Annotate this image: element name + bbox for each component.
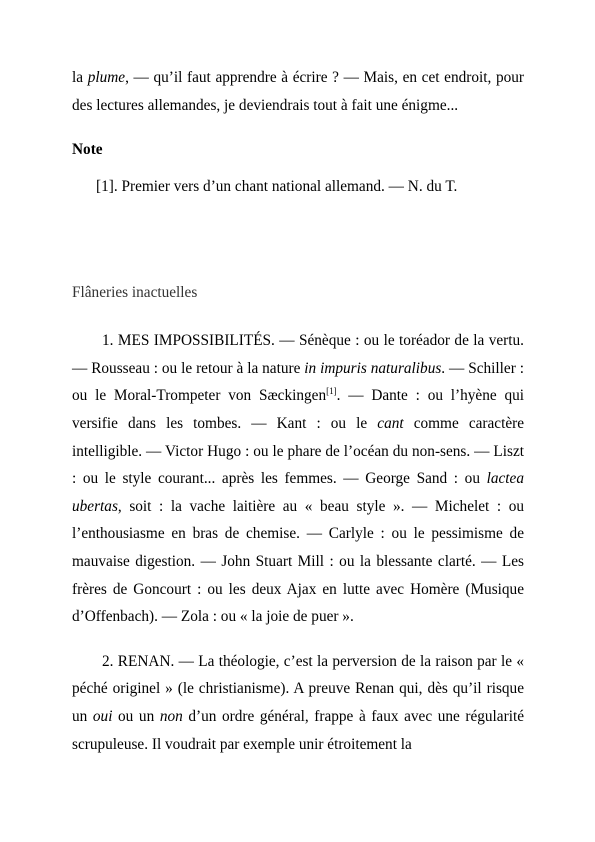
footnote-entry: [1]. Premier vers d’un chant national allemand. — N. du T. — [96, 178, 458, 196]
document-page — [72, 64, 524, 758]
footnote-reference-link[interactable]: [1] — [326, 386, 337, 397]
text-span: la — [72, 69, 88, 86]
text-span: 2. RENAN. — La théologie, c’est la perversion de la raison par le « péché originel » (le christianisme). A preuve Renan qui, dès qu’il risque un — [72, 652, 524, 725]
text-span: , soit : la vache laitière au « beau style ». — Michelet : ou l’enthousiasme en bras de chemise. — Carlyle : ou le pessimisme de mauvaise digestion. — John Stuart Mill : ou la blessante clarté. — Les frères de Goncourt : ou les deux Ajax en lutte avec Homère (Musique d’Offenbach). — Zola : ou « la joie de puer ». — [72, 497, 524, 626]
text-span: d’un ordre général, frappe à faux avec une régularité scrupuleuse. Il voudrait par exemple unir étroitement la — [72, 707, 524, 753]
text-span: . — Dante : ou l’hyène qui versifie dans les tombes. — Kant : ou le — [72, 387, 524, 432]
italic-text: cant — [377, 414, 404, 432]
text-span: . — Schiller : ou le Moral-Trompeter von Sæckingen — [72, 359, 524, 405]
note-heading: Note — [72, 141, 103, 159]
text-span: 1. MES IMPOSSIBILITÉS. — Sénèque : ou le toréador de la vertu. — Rousseau : ou le retour à la nature — [72, 332, 524, 377]
text-span: , — qu’il faut apprendre à écrire ? — Mais, en cet endroit, pour des lectures allemandes, je deviendrais tout à fait une énigme... — [72, 69, 524, 114]
text-span: ou un — [112, 707, 160, 725]
italic-text: plume — [87, 69, 126, 86]
italic-text: in impuris naturalibus — [304, 359, 442, 377]
chapter-title: Flâneries inactuelles — [72, 284, 198, 302]
italic-text: non — [159, 707, 183, 725]
italic-text: oui — [92, 707, 113, 725]
continuation-paragraph — [72, 64, 524, 119]
italic-text: lactea ubertas — [72, 470, 524, 515]
section-2-paragraph — [72, 648, 524, 758]
section-1-paragraph — [72, 327, 524, 631]
text-span: comme caractère intelligible. — Victor Hugo : ou le phare de l’océan du non-sens. — Liszt : ou le style courant... après les femmes. — George Sand : ou — [72, 414, 524, 488]
